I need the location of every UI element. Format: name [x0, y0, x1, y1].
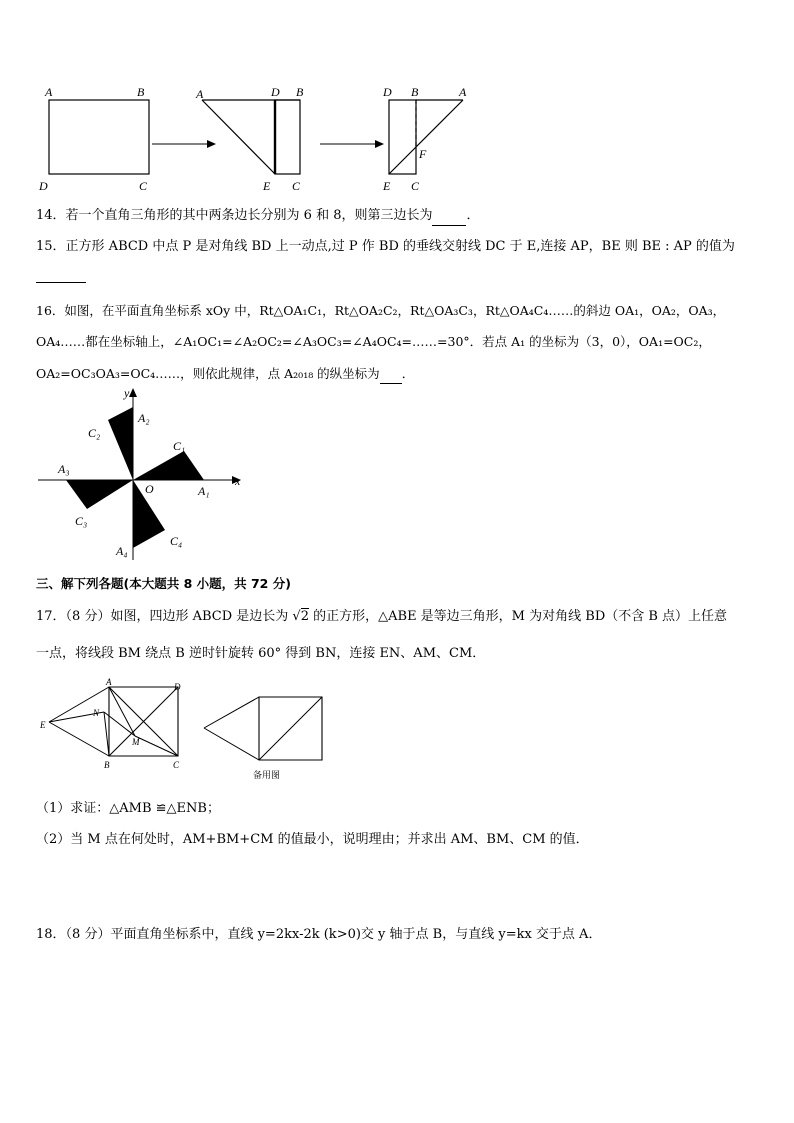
- triangle-2: [108, 407, 133, 480]
- label-C: C: [173, 760, 180, 770]
- label-F3: F: [419, 147, 427, 161]
- label-N: N: [93, 708, 100, 718]
- triangle-1: [133, 451, 204, 480]
- fold-figure: [30, 80, 480, 198]
- label-B2: B: [296, 85, 304, 99]
- label-D3: D: [383, 85, 392, 99]
- label-C3: C: [411, 179, 420, 193]
- label-M: M: [132, 737, 140, 747]
- q16-end: ．: [401, 366, 415, 381]
- label-E3: E: [383, 179, 391, 193]
- label-C2: C: [292, 179, 301, 193]
- q14-text: 14．若一个直角三角形的其中两条边长分别为 6 和 8，则第三边长为: [36, 208, 433, 223]
- question-15: [36, 238, 735, 256]
- backup-figure-label: 备用图: [253, 771, 281, 781]
- label-A2: A: [196, 87, 204, 101]
- question-18: 18．（8 分）平面直角坐标系中，直线 y=2kx-2k (k>0)交 y 轴于点 B，与直线 y=kx 交于点 A．: [36, 927, 602, 942]
- label-C2: C₂: [88, 426, 101, 440]
- label-C4: C₄: [170, 534, 183, 548]
- label-B: B: [104, 760, 110, 770]
- question-17-part1: （1）求证：△AMB ≌△ENB；: [36, 801, 220, 816]
- question-17-part2: （2）当 M 点在何处时，AM+BM+CM 的值最小，说明理由；并求出 AM、BM、CM 的值．: [36, 832, 589, 847]
- q15-text: 15．正方形 ABCD 中点 P 是对角线 BD 上一动点,过 P 作 BD 的垂线交射线 DC 于 E,连接 AP，BE 则 BE : AP 的值为: [36, 239, 735, 254]
- section-3-title: 三、解下列各题(本大题共 8 小题，共 72 分): [36, 576, 291, 591]
- label-C1: C₁: [173, 439, 186, 453]
- label-A2: A₂: [138, 411, 150, 425]
- label-E: E: [40, 720, 46, 730]
- label-A3: A₃: [58, 462, 70, 476]
- label-A: A: [45, 85, 53, 99]
- label-D2: D: [271, 85, 280, 99]
- sqrt-symbol: √2: [292, 609, 309, 624]
- question-14: [36, 207, 480, 226]
- label-D: D: [39, 179, 48, 193]
- q15-answer-blank: [36, 272, 86, 283]
- figure-16-pinwheel: [30, 385, 260, 565]
- q14-end: ．: [466, 208, 480, 223]
- q16-text: OA₂=OC₃OA₃=OC₄……，则依此规律，点 A₂₀₁₈ 的纵坐标为: [36, 366, 380, 381]
- label-E2: E: [263, 179, 271, 193]
- question-16-line1: 16．如图，在平面直角坐标系 xOy 中，Rt△OA₁C₁，Rt△OA₂C₂，Rt△OA₃C₃，Rt△OA₄C₄……的斜边 OA₁，OA₂，OA₃，: [36, 303, 726, 318]
- label-A3: A: [459, 85, 467, 99]
- q16-answer-blank: [380, 365, 402, 384]
- axis-y-label: y: [124, 386, 130, 400]
- question-16-line3: [36, 365, 414, 384]
- label-C3: C₃: [75, 514, 88, 528]
- triangle-3: [66, 480, 133, 509]
- label-C: C: [139, 179, 148, 193]
- label-D: D: [174, 682, 181, 692]
- label-A: A: [106, 678, 112, 687]
- axis-x-label: x: [235, 474, 241, 488]
- q17-text-b: 的正方形，△ABE 是等边三角形，M 为对角线 BD（不含 B 点）上任意: [313, 609, 728, 624]
- figure-17: [34, 678, 334, 788]
- question-17-line1: [36, 608, 727, 626]
- sqrt-value: 2: [300, 609, 309, 624]
- origin-label: O: [145, 482, 154, 496]
- question-16-line2: OA₄……都在坐标轴上，∠A₁OC₁=∠A₂OC₂=∠A₃OC₃=∠A₄OC₄=……=30°．若点 A₁ 的坐标为（3，0），OA₁=OC₂，: [36, 334, 711, 349]
- q17-text-a: 17．（8 分）如图，四边形 ABCD 是边长为: [36, 609, 289, 624]
- label-B: B: [137, 85, 145, 99]
- label-A4: A₄: [116, 544, 128, 558]
- label-B3: B: [411, 85, 419, 99]
- label-A1: A₁: [198, 484, 210, 498]
- q14-answer-blank: [432, 207, 466, 226]
- question-17-line2: 一点，将线段 BM 绕点 B 逆时针旋转 60° 得到 BN，连接 EN、AM、CM．: [36, 646, 486, 661]
